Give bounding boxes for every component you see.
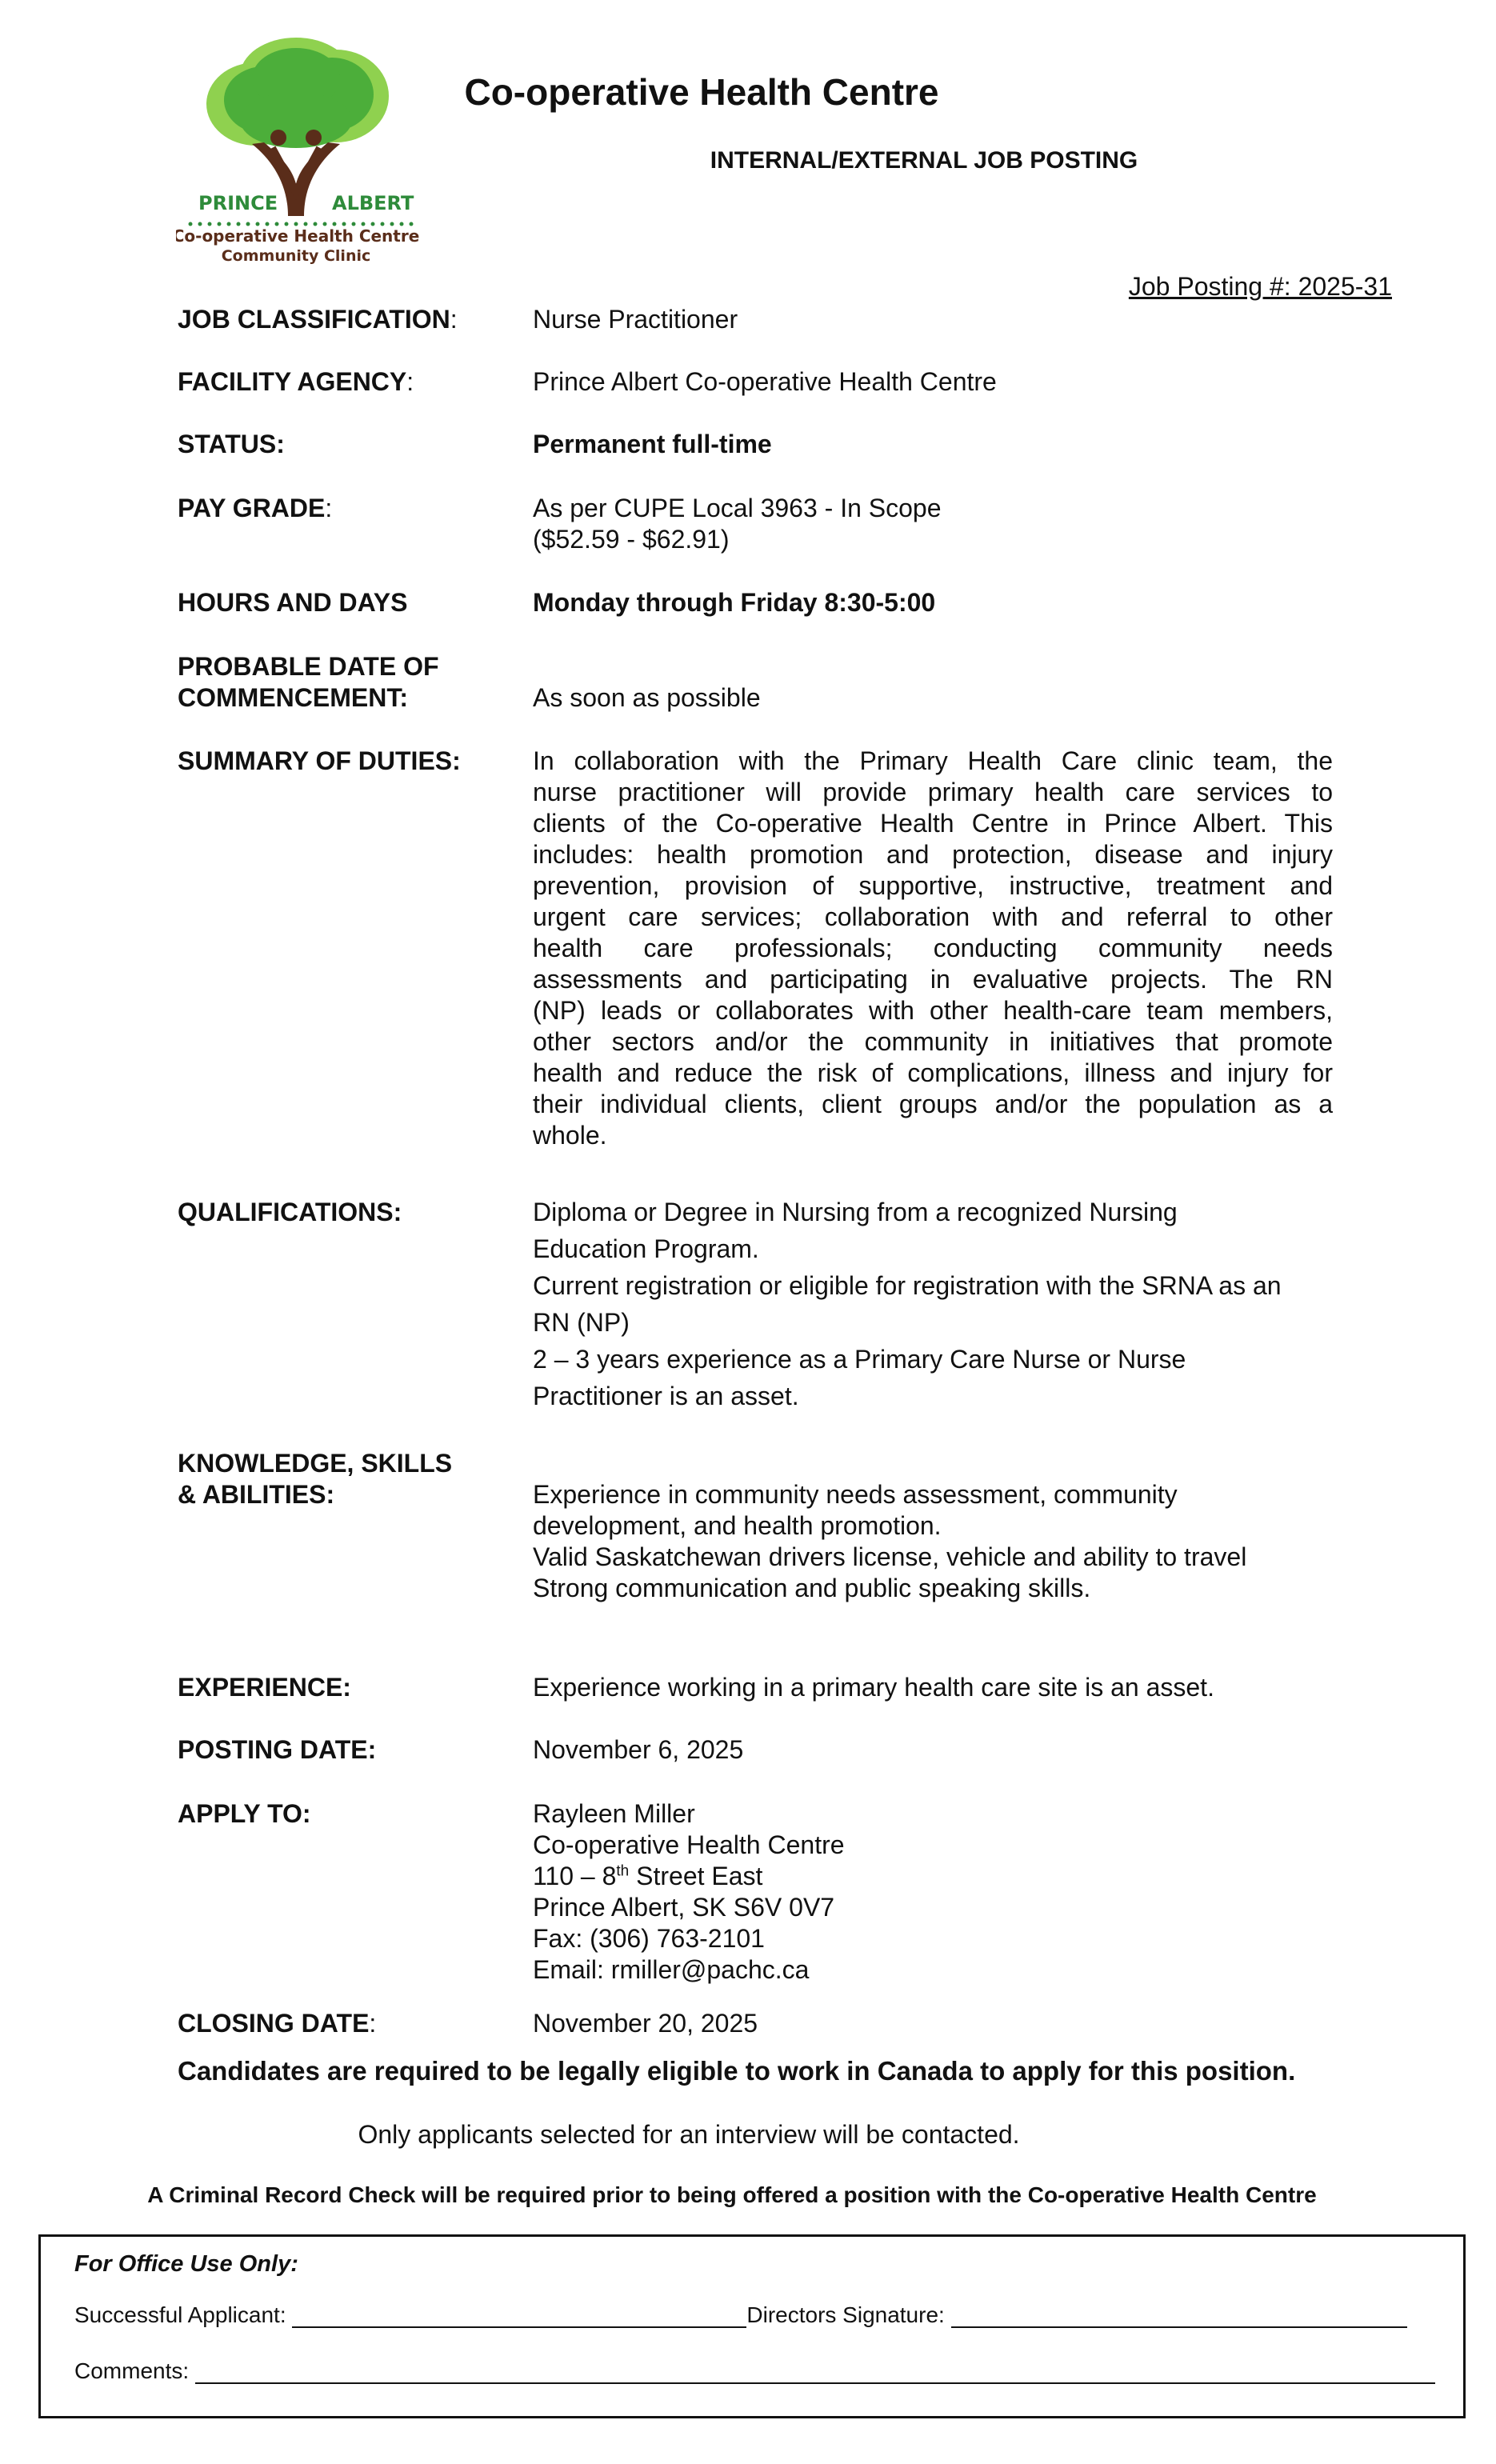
experience-value: Experience working in a primary health care site is an asset. xyxy=(533,1673,1214,1702)
field-label: PAY GRADE: xyxy=(178,494,333,522)
directors-signature-field[interactable] xyxy=(951,2304,1407,2328)
page-subtitle: INTERNAL/EXTERNAL JOB POSTING xyxy=(710,147,1138,174)
job-classification-value: Nurse Practitioner xyxy=(533,305,738,334)
successful-applicant-field[interactable] xyxy=(292,2304,746,2328)
field-label: FACILITY AGENCY: xyxy=(178,367,414,396)
field-label: QUALIFICATIONS: xyxy=(178,1198,402,1226)
field-label: HOURS AND DAYS xyxy=(178,588,408,617)
field-label: SUMMARY OF DUTIES: xyxy=(178,746,461,775)
hours-days-value: Monday through Friday 8:30-5:00 xyxy=(533,588,936,617)
field-label: APPLY TO: xyxy=(178,1799,311,1828)
field-label: JOB CLASSIFICATION: xyxy=(178,305,458,334)
office-use-title: For Office Use Only: xyxy=(74,2251,298,2277)
summary-duties-text: In collaboration with the Primary Health Care clinic team, the nurse practitioner will provide primary health care services to clients of the Co-operative Health Centre in Prince Albert. This includes: health promotion and protection, disease and injury prevention, provision of supportive, instructive, treatment and urgent care services; collaboration with and referral to other health care professionals; conducting community needs assessments and participating in evaluative projects. The RN (NP) leads or collaborates with other health-care team members, other sectors and/or the community in initiatives that promote health and reduce the risk of complications, illness and injury for their individual clients, client groups and/or the population as a whole. xyxy=(533,746,1333,1150)
contact-street: 110 – 8th Street East xyxy=(533,1862,763,1890)
contact-email[interactable]: Email: rmiller@pachc.ca xyxy=(533,1955,810,1984)
commencement-value: As soon as possible xyxy=(533,683,761,712)
knowledge-skills-text: Experience in community needs assessment, community development, and health promotion. Valid Saskatchewan drivers license, vehicle and ability to travel Strong communication and public speaking skills. xyxy=(533,1480,1247,1602)
eligibility-notice: Candidates are required to be legally eligible to work in Canada to apply for this position. xyxy=(178,2056,1296,2086)
field-label: STATUS: xyxy=(178,430,285,458)
field-label: EXPERIENCE: xyxy=(178,1673,351,1702)
comments-line: Comments: xyxy=(74,2358,1435,2384)
logo-line-centre: Co-operative Health Centre xyxy=(176,226,420,246)
page-title: Co-operative Health Centre xyxy=(464,71,939,113)
field-label: CLOSING DATE: xyxy=(178,2009,377,2038)
logo-line-clinic: Community Clinic xyxy=(221,247,371,265)
posting-date-value: November 6, 2025 xyxy=(533,1735,744,1764)
contact-notice: Only applicants selected for an interview will be contacted. xyxy=(358,2120,1020,2149)
facility-agency-value: Prince Albert Co-operative Health Centre xyxy=(533,367,997,396)
apply-to-address xyxy=(533,1798,1341,1986)
comments-field[interactable] xyxy=(195,2360,1435,2384)
logo-word-prince: PRINCE xyxy=(198,192,278,214)
office-use-box xyxy=(38,2234,1466,2418)
job-posting-number: Job Posting #: 2025-31 xyxy=(1128,272,1392,301)
contact-city: Prince Albert, SK S6V 0V7 xyxy=(533,1893,835,1922)
pay-grade-value: As per CUPE Local 3963 - In Scope ($52.59 - $62.91) xyxy=(533,494,942,554)
qualifications-text: Diploma or Degree in Nursing from a recognized Nursing Education Program. Current registration or eligible for registration with the SRNA as an RN (NP) 2 – 3 years experience as a Primary Care Nurse or Nurse Practitioner is an asset. xyxy=(533,1198,1282,1410)
contact-fax: Fax: (306) 763-2101 xyxy=(533,1924,765,1953)
contact-name: Rayleen Miller xyxy=(533,1799,695,1828)
status-value: Permanent full-time xyxy=(533,430,772,458)
contact-org: Co-operative Health Centre xyxy=(533,1830,845,1859)
logo-word-albert: ALBERT xyxy=(332,192,414,214)
criminal-check-notice: A Criminal Record Check will be required prior to being offered a position with the Co-operative Health Centre xyxy=(147,2182,1317,2207)
successful-applicant-line: Successful Applicant: Directors Signature: xyxy=(74,2302,1407,2328)
closing-date-value: November 20, 2025 xyxy=(533,2009,758,2038)
field-label: POSTING DATE: xyxy=(178,1735,377,1764)
field-label: KNOWLEDGE, SKILLS & ABILITIES: xyxy=(178,1449,453,1509)
field-label: PROBABLE DATE OF COMMENCEMENT: xyxy=(178,652,439,712)
